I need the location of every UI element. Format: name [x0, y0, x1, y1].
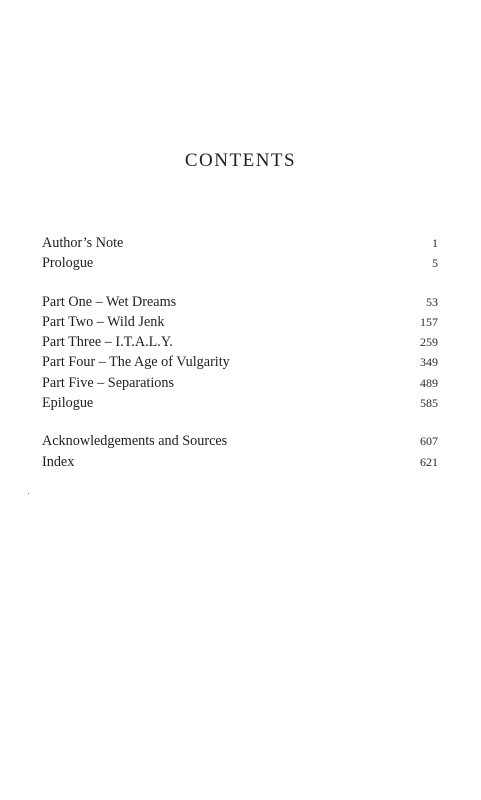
contents-heading: CONTENTS [184, 150, 297, 171]
toc-entry-title: Part Three – I.T.A.L.Y. [42, 334, 173, 351]
scan-speck [28, 493, 29, 494]
toc-entry-title: Part Four – The Age of Vulgarity [42, 354, 230, 371]
toc-entry-page-number: 607 [420, 434, 438, 449]
toc-entry-title: Author’s Note [42, 235, 124, 251]
toc-entry-title: Index [42, 453, 75, 470]
toc-group-parts [42, 292, 438, 414]
table-of-contents [42, 233, 438, 490]
toc-entry-title: Part Five – Separations [42, 374, 175, 391]
toc-entry-acknowledgements[interactable] [42, 431, 438, 451]
toc-entry-page-number: 1 [432, 236, 438, 250]
toc-entry-part-three[interactable] [42, 332, 438, 352]
toc-entry-title: Acknowledgements and Sources [42, 433, 228, 450]
toc-entry-index[interactable] [42, 452, 438, 472]
toc-entry-page-number: 585 [420, 396, 438, 411]
toc-entry-page-number: 349 [420, 355, 438, 370]
toc-group-front-matter [42, 233, 438, 274]
toc-entry-page-number: 259 [420, 335, 438, 350]
toc-entry-part-two[interactable] [42, 312, 438, 332]
toc-entry-prologue[interactable] [42, 253, 438, 273]
toc-entry-authors-note[interactable] [42, 233, 438, 253]
toc-entry-page-number: 53 [426, 294, 438, 309]
toc-entry-page-number: 621 [420, 454, 438, 469]
toc-entry-epilogue[interactable] [42, 393, 438, 413]
toc-entry-page-number: 157 [420, 314, 438, 329]
toc-entry-title: Epilogue [42, 395, 94, 412]
toc-entry-title: Part One – Wet Dreams [42, 293, 177, 310]
toc-entry-part-one[interactable] [42, 292, 438, 312]
toc-entry-title: Part Two – Wild Jenk [42, 313, 165, 330]
toc-entry-part-four[interactable] [42, 352, 438, 372]
toc-entry-page-number: 5 [432, 256, 438, 271]
toc-entry-part-five[interactable] [42, 373, 438, 393]
toc-group-back-matter [42, 431, 438, 472]
toc-entry-page-number: 489 [420, 375, 438, 390]
toc-entry-title: Prologue [42, 255, 94, 272]
